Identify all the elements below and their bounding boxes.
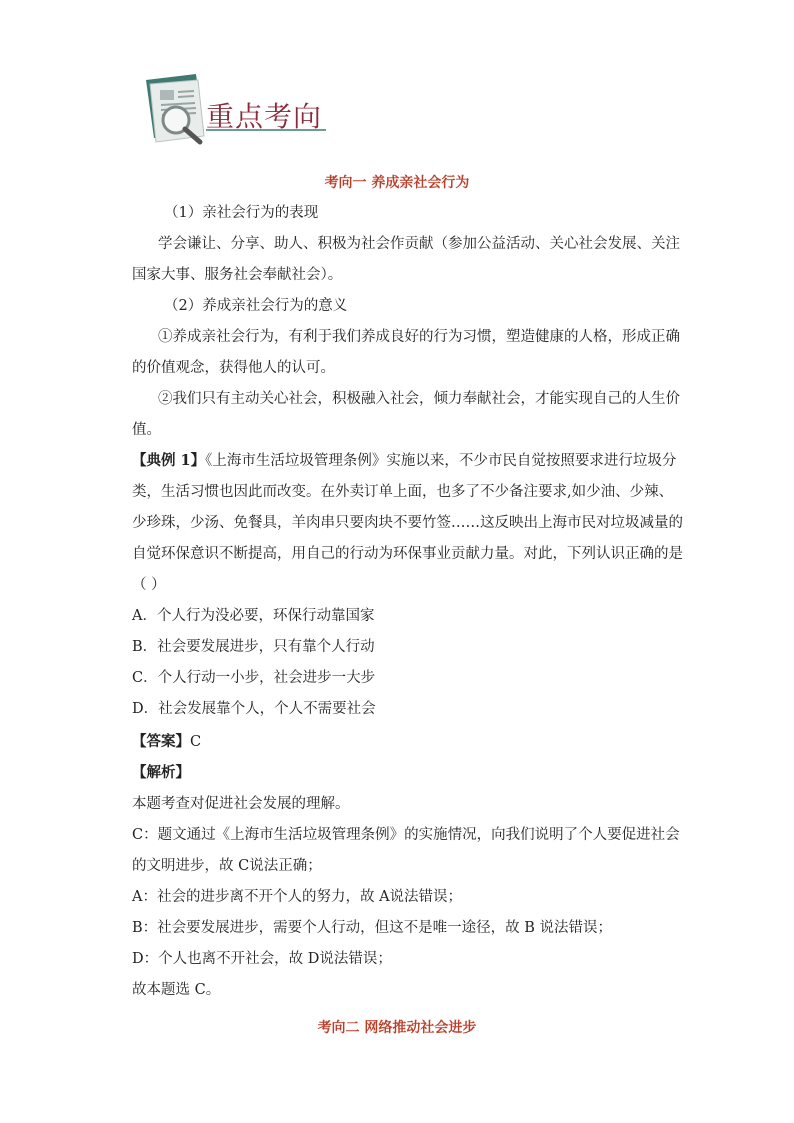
option-a: A．个人行为没必要，环保行动靠国家 bbox=[132, 608, 375, 624]
analysis-line: D：个人也离不开社会，故 D说法错误； bbox=[132, 951, 392, 967]
example-question-line1 bbox=[132, 451, 676, 471]
example-label: 【典例 1】 bbox=[132, 452, 206, 469]
point2-item2-line2: 值。 bbox=[132, 422, 161, 438]
analysis-line: 本题考查对促进社会发展的理解。 bbox=[132, 796, 350, 812]
example-question-line4: 自觉环保意识不断提高，用自己的行动为环保事业贡献力量。对此，下列认识正确的是 bbox=[132, 546, 683, 562]
example-question-line2: 类，生活习惯也因此而改变。在外卖订单上面，也多了不少备注要求,如少油、少辣、 bbox=[132, 484, 674, 500]
point1-heading: （1）亲社会行为的表现 bbox=[164, 205, 319, 221]
point1-text-line2: 国家大事、服务社会奉献社会）。 bbox=[132, 267, 343, 283]
point2-item1-line1: ①养成亲社会行为，有利于我们养成良好的行为习惯，塑造健康的人格，形成正确 bbox=[158, 329, 680, 345]
option-b: B．社会要发展进步，只有靠个人行动 bbox=[132, 639, 375, 655]
example-answer-blank: （ ） bbox=[132, 577, 166, 593]
answer-value: C bbox=[190, 734, 202, 750]
analysis-line: B：社会要发展进步，需要个人行动，但这不是唯一途径，故 B 说法错误； bbox=[132, 920, 613, 936]
analysis-line: C：题文通过《上海市生活垃圾管理条例》的实施情况，向我们说明了个人要促进社会 bbox=[132, 827, 680, 843]
section-title-2: 考向二 网络推动社会进步 bbox=[317, 1020, 477, 1036]
point2-heading: （2）养成亲社会行为的意义 bbox=[164, 298, 348, 314]
example-question-line3: 少珍珠，少汤、免餐具，羊肉串只要肉块不要竹签……这反映出上海市民对垃圾减量的 bbox=[132, 515, 683, 531]
analysis-line: A：社会的进步离不开个人的努力，故 A说法错误； bbox=[132, 889, 463, 905]
answer-line bbox=[132, 732, 201, 752]
analysis-line: 的文明进步，故 C说法正确； bbox=[132, 858, 322, 874]
section-title-1: 考向一 养成亲社会行为 bbox=[324, 175, 470, 191]
option-d: D．社会发展靠个人，个人不需要社会 bbox=[132, 701, 376, 717]
point2-item1-line2: 的价值观念，获得他人的认可。 bbox=[132, 360, 335, 376]
point1-text-line1: 学会谦让、分享、助人、积极为社会作贡献（参加公益活动、关心社会发展、关注 bbox=[158, 236, 680, 252]
example-question-text: 《上海市生活垃圾管理条例》实施以来，不少市民自觉按照要求进行垃圾分 bbox=[205, 453, 677, 469]
point2-item2-line1: ②我们只有主动关心社会，积极融入社会，倾力奉献社会，才能实现自己的人生价 bbox=[158, 391, 680, 407]
option-c: C．个人行动一小步，社会进步一大步 bbox=[132, 670, 376, 686]
section-header-title: 重点考向 bbox=[206, 100, 323, 133]
analysis-label: 【解析】 bbox=[132, 764, 190, 781]
answer-label: 【答案】 bbox=[132, 733, 190, 750]
analysis-line: 故本题选 C。 bbox=[132, 982, 221, 998]
